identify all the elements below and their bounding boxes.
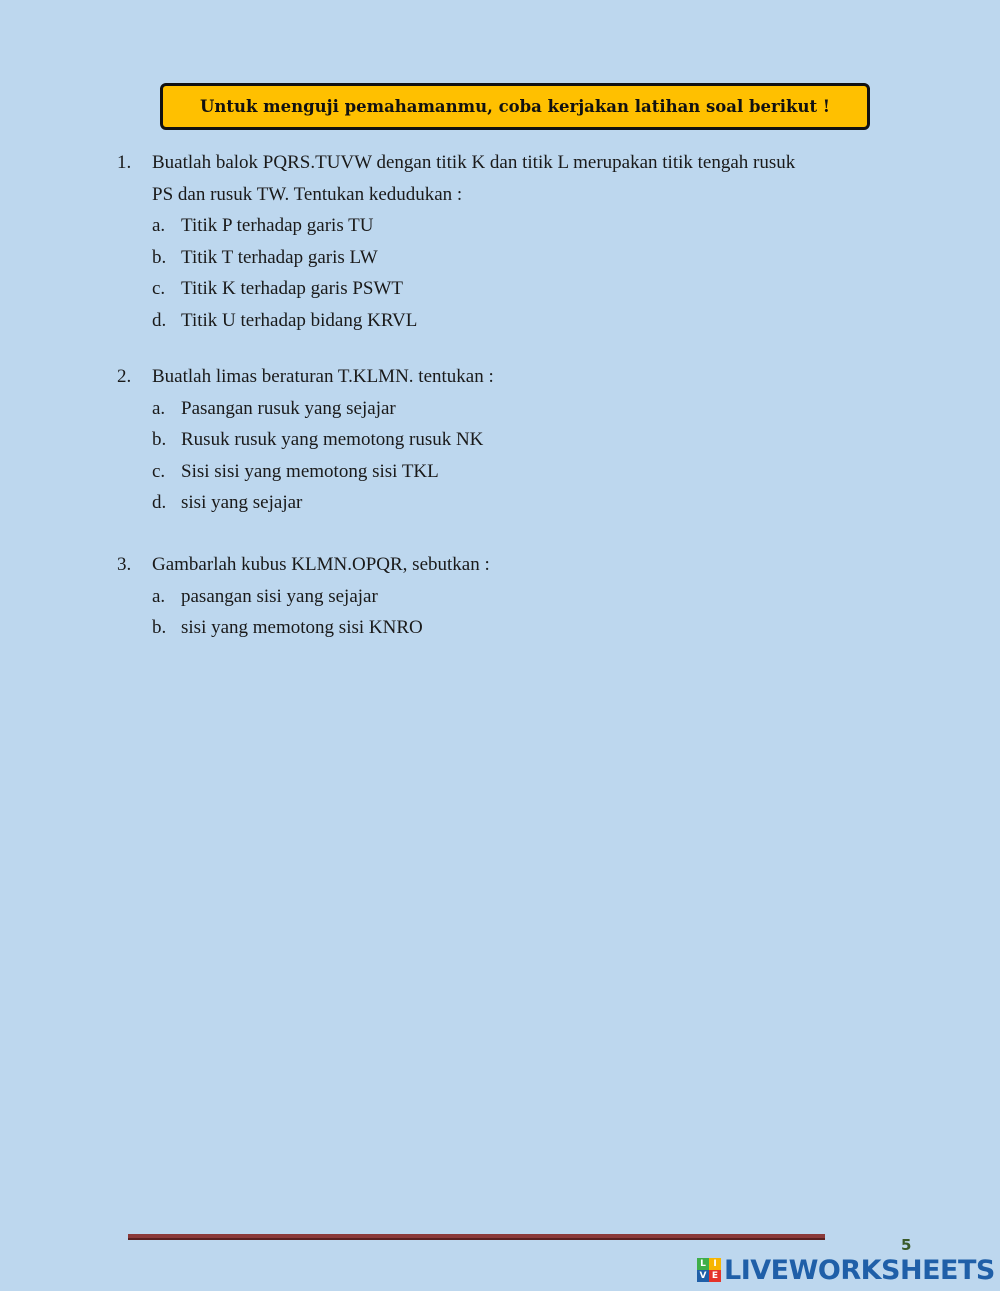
logo-letter: E bbox=[709, 1270, 721, 1282]
sub-item-letter: a. bbox=[152, 215, 166, 236]
banner-text: Untuk menguji pemahamanmu, coba kerjakan latihan soal berikut ! bbox=[199, 97, 831, 116]
page-number: 5 bbox=[901, 1236, 912, 1254]
sub-item-letter: d. bbox=[152, 309, 167, 331]
question-stem bbox=[117, 147, 907, 210]
sub-item-text: sisi yang memotong sisi KNRO bbox=[181, 617, 423, 638]
sub-item-letter: d. bbox=[152, 492, 167, 513]
sub-item-letter: a. bbox=[152, 585, 166, 607]
logo-letter: V bbox=[697, 1270, 709, 1282]
question-number: 2. bbox=[117, 366, 132, 387]
sub-item-letter: c. bbox=[152, 278, 166, 299]
question-stem bbox=[117, 549, 907, 581]
liveworksheets-logo-icon bbox=[697, 1258, 721, 1282]
sub-item-letter: c. bbox=[152, 460, 166, 482]
logo-letter: I bbox=[709, 1258, 721, 1270]
sub-item-letter: a. bbox=[152, 397, 166, 419]
question-stem bbox=[117, 361, 907, 393]
sub-item-text: Pasangan rusuk yang sejajar bbox=[181, 397, 396, 419]
sub-item-text: Sisi sisi yang memotong sisi TKL bbox=[181, 460, 439, 482]
sub-item bbox=[117, 456, 907, 488]
sub-item bbox=[117, 487, 907, 519]
question-line: Buatlah limas beraturan T.KLMN. tentukan : bbox=[152, 366, 494, 387]
sub-item-text: Rusuk rusuk yang memotong rusuk NK bbox=[181, 429, 484, 450]
instruction-banner bbox=[160, 83, 870, 130]
sub-item-letter: b. bbox=[152, 246, 167, 268]
sub-item-letter: b. bbox=[152, 617, 167, 638]
sub-item-text: Titik P terhadap garis TU bbox=[181, 215, 374, 236]
sub-item-letter: b. bbox=[152, 429, 167, 450]
sub-item-text: pasangan sisi yang sejajar bbox=[181, 585, 378, 607]
logo-letter: L bbox=[697, 1258, 709, 1270]
sub-item-text: Titik T terhadap garis LW bbox=[181, 246, 378, 268]
question-1 bbox=[117, 147, 907, 336]
sub-item bbox=[117, 242, 907, 274]
question-number: 1. bbox=[117, 152, 132, 173]
sub-item-text: sisi yang sejajar bbox=[181, 492, 303, 513]
sub-item bbox=[117, 305, 907, 337]
question-line: Gambarlah kubus KLMN.OPQR, sebutkan : bbox=[152, 554, 490, 575]
sub-item bbox=[117, 210, 907, 242]
question-2 bbox=[117, 361, 907, 519]
sub-item bbox=[117, 273, 907, 305]
question-3 bbox=[117, 549, 907, 644]
sub-item-text: Titik K terhadap garis PSWT bbox=[181, 278, 404, 299]
question-line: PS dan rusuk TW. Tentukan kedudukan : bbox=[152, 183, 463, 205]
sub-item bbox=[117, 581, 907, 613]
sub-item bbox=[117, 393, 907, 425]
liveworksheets-brand[interactable] bbox=[697, 1254, 995, 1286]
question-line: Buatlah balok PQRS.TUVW dengan titik K dan titik L merupakan titik tengah rusuk bbox=[152, 152, 796, 173]
question-number: 3. bbox=[117, 554, 132, 575]
footer-divider bbox=[128, 1234, 825, 1240]
sub-item-text: Titik U terhadap bidang KRVL bbox=[181, 309, 418, 331]
sub-item bbox=[117, 612, 907, 644]
sub-item bbox=[117, 424, 907, 456]
brand-text: LIVEWORKSHEETS bbox=[724, 1254, 995, 1286]
